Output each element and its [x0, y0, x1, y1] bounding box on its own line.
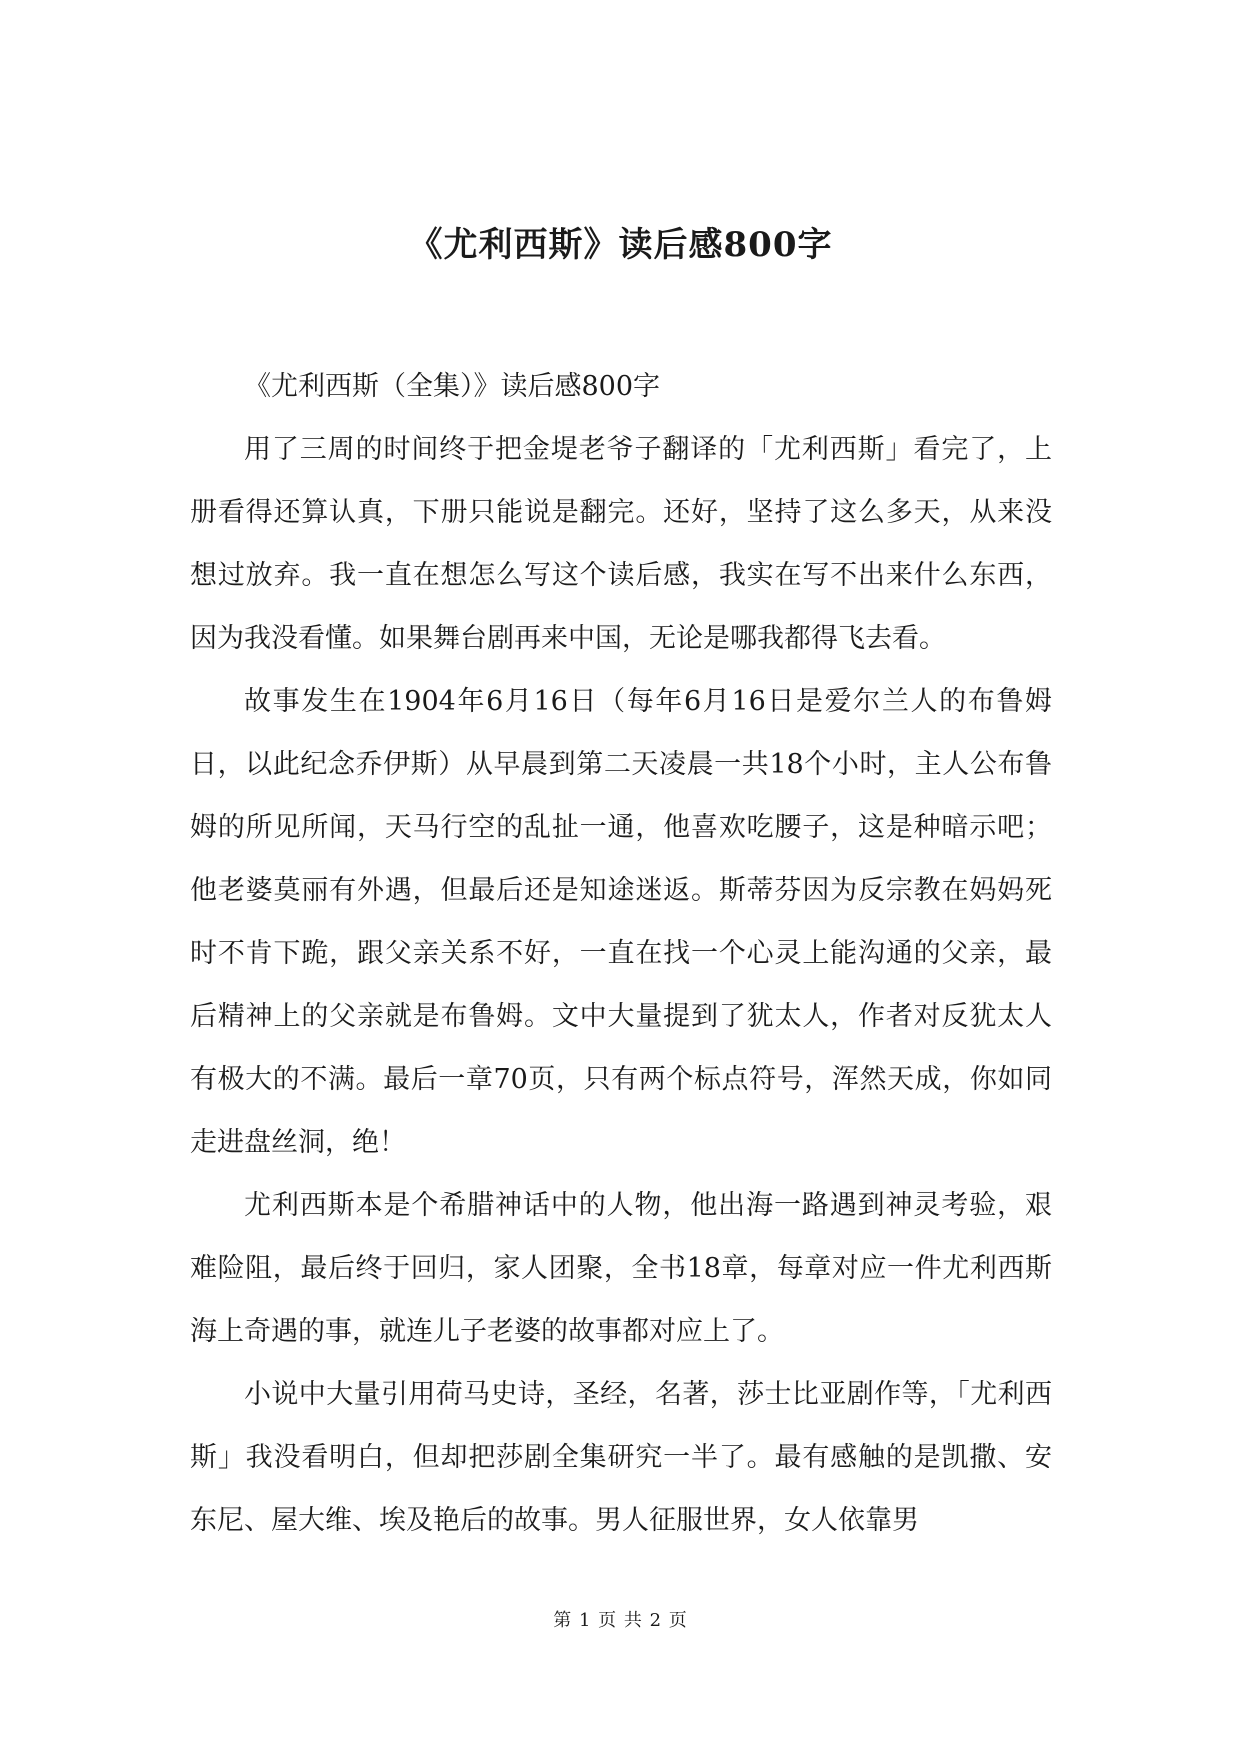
page-footer: 第 1 页 共 2 页 [553, 1610, 688, 1631]
paragraph: 小说中大量引用荷马史诗，圣经，名著，莎士比亚剧作等，「尤利西斯」我没看明白，但却把莎剧全集研究一半了。最有感触的是凯撒、安东尼、屋大维、埃及艳后的故事。男人征服世界，女人依靠男 [190, 1379, 1052, 1536]
paragraph: 用了三周的时间终于把金堤老爷子翻译的「尤利西斯」看完了，上册看得还算认真，下册只能说是翻完。还好，坚持了这么多天，从来没想过放弃。我一直在想怎么写这个读后感，我实在写不出来什么东西，因为我没看懂。如果舞台剧再来中国，无论是哪我都得飞去看。 [190, 434, 1052, 654]
document-body [190, 355, 1052, 1552]
document-title: 《尤利西斯》读后感800字 [408, 225, 833, 265]
paragraph-subtitle: 《尤利西斯（全集）》读后感800字 [244, 371, 661, 402]
paragraph: 尤利西斯本是个希腊神话中的人物，他出海一路遇到神灵考验，艰难险阻，最后终于回归，家人团聚，全书18章，每章对应一件尤利西斯海上奇遇的事，就连儿子老婆的故事都对应上了。 [190, 1190, 1052, 1347]
paragraph: 故事发生在1904年6月16日（每年6月16日是爱尔兰人的布鲁姆日，以此纪念乔伊斯）从早晨到第二天凌晨一共18个小时，主人公布鲁姆的所见所闻，天马行空的乱扯一通，他喜欢吃腰子，这是种暗示吧；他老婆莫丽有外遇，但最后还是知途迷返。斯蒂芬因为反宗教在妈妈死时不肯下跪，跟父亲关系不好，一直在找一个心灵上能沟通的父亲，最后精神上的父亲就是布鲁姆。文中大量提到了犹太人，作者对反犹太人有极大的不满。最后一章70页，只有两个标点符号，浑然天成，你如同走进盘丝洞，绝！ [190, 686, 1052, 1158]
